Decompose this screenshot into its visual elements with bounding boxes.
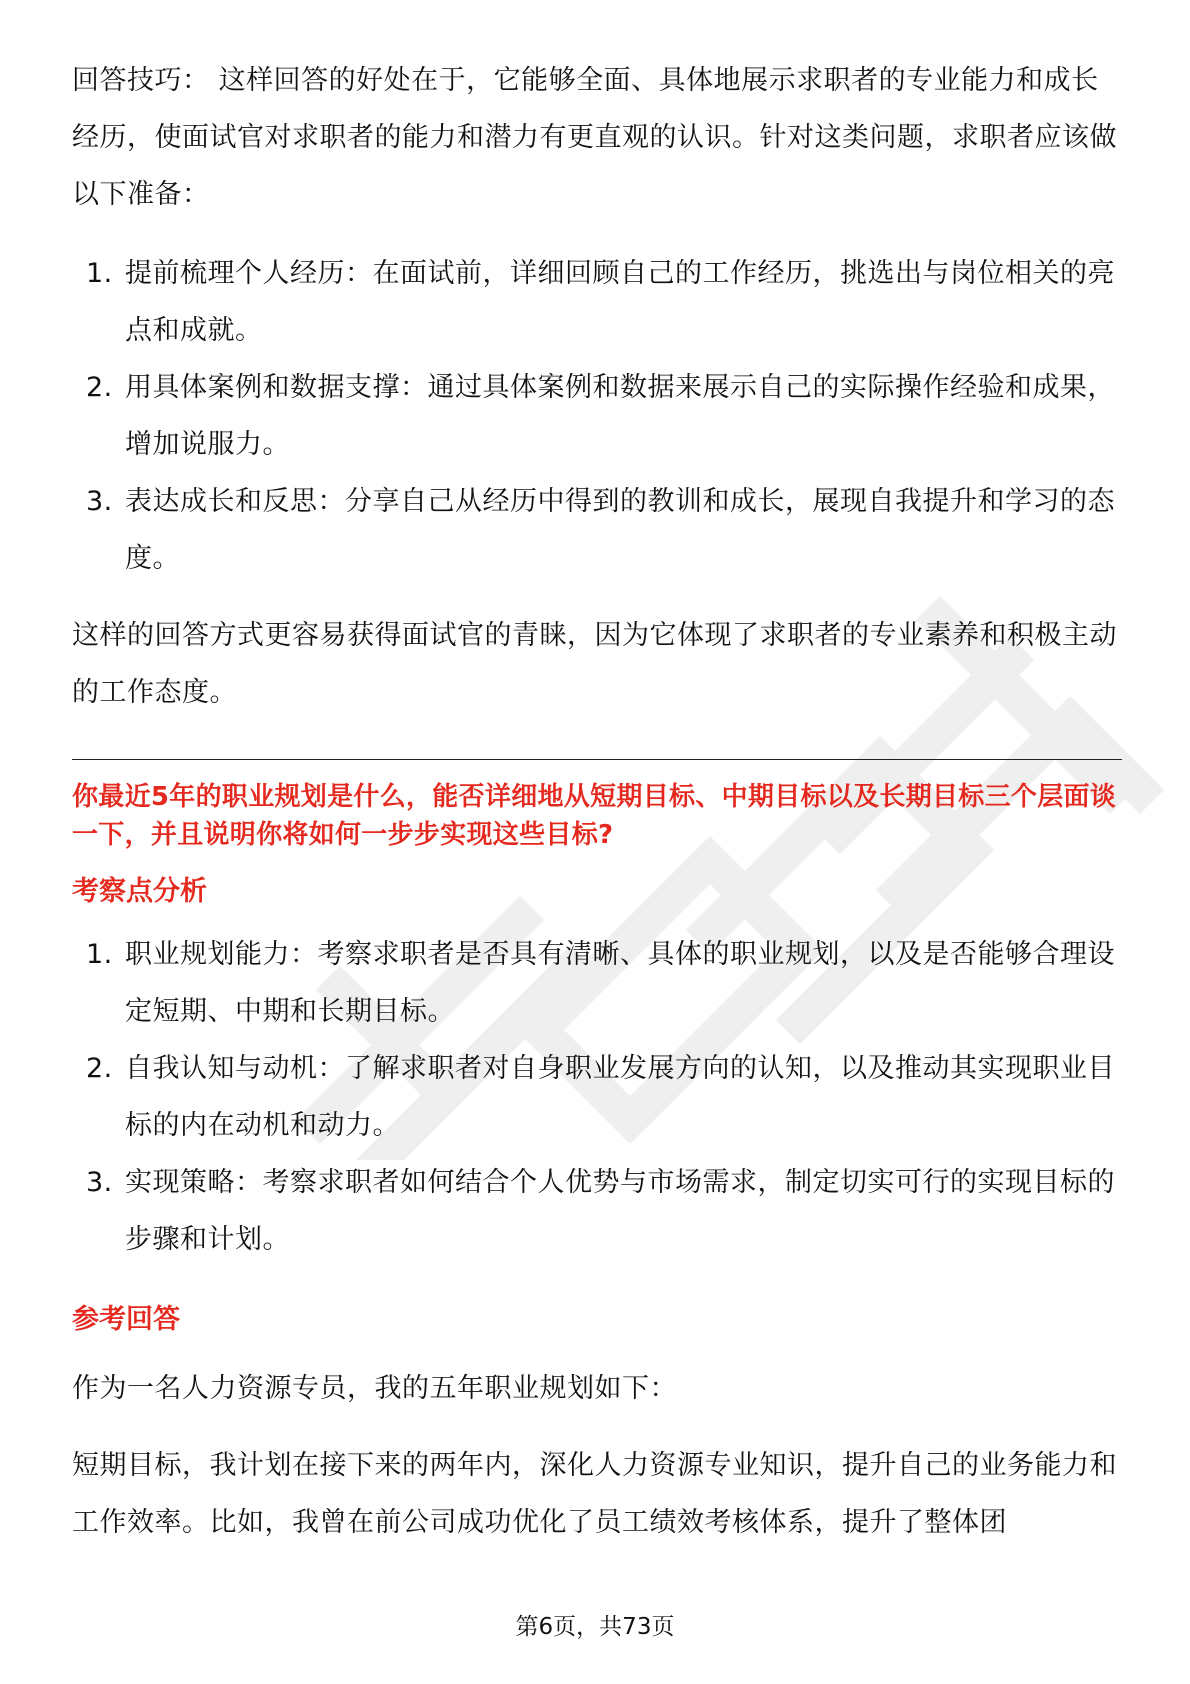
list-number: 1. xyxy=(86,258,113,289)
list-number: 2. xyxy=(86,1053,113,1084)
list-item xyxy=(72,1040,1122,1154)
closing-paragraph: 这样的回答方式更容易获得面试官的青睐，因为它体现了求职者的专业素养和积极主动的工作态度。 xyxy=(72,620,1117,708)
list-number: 3. xyxy=(86,486,113,517)
interview-question: 你最近5年的职业规划是什么，能否详细地从短期目标、中期目标以及长期目标三个层面谈一下，并且说明你将如何一步步实现这些目标? xyxy=(72,782,1117,850)
list-item-text: 用具体案例和数据支撑：通过具体案例和数据来展示自己的实际操作经验和成果，增加说服力。 xyxy=(125,372,1115,460)
list-item-text: 表达成长和反思：分享自己从经历中得到的教训和成长，展现自我提升和学习的态度。 xyxy=(125,486,1115,574)
answer-short-term-paragraph: 短期目标，我计划在接下来的两年内，深化人力资源专业知识，提升自己的业务能力和工作效率。比如，我曾在前公司成功优化了员工绩效考核体系，提升了整体团 xyxy=(72,1450,1117,1538)
list-item-text: 提前梳理个人经历：在面试前，详细回顾自己的工作经历，挑选出与岗位相关的亮点和成就。 xyxy=(125,258,1115,346)
list-item xyxy=(72,1154,1122,1268)
analysis-heading: 考察点分析 xyxy=(72,876,207,907)
list-item xyxy=(72,245,1122,359)
answer-heading: 参考回答 xyxy=(72,1304,180,1335)
list-item xyxy=(72,359,1122,473)
section-divider xyxy=(72,759,1122,760)
list-item-text: 实现策略：考察求职者如何结合个人优势与市场需求，制定切实可行的实现目标的步骤和计划。 xyxy=(125,1167,1115,1255)
list-number: 1. xyxy=(86,939,113,970)
list-number: 2. xyxy=(86,372,113,403)
intro-paragraph: 回答技巧： 这样回答的好处在于，它能够全面、具体地展示求职者的专业能力和成长经历，使面试官对求职者的能力和潜力有更直观的认识。针对这类问题，求职者应该做以下准备： xyxy=(72,65,1117,210)
list-number: 3. xyxy=(86,1167,113,1198)
page-content xyxy=(72,52,1122,1551)
analysis-list xyxy=(72,926,1122,1268)
list-item-text: 职业规划能力：考察求职者是否具有清晰、具体的职业规划，以及是否能够合理设定短期、中期和长期目标。 xyxy=(125,939,1115,1027)
page-footer: 第6页，共73页 xyxy=(515,1614,675,1640)
list-item xyxy=(72,473,1122,587)
prep-list xyxy=(72,245,1122,587)
list-item-text: 自我认知与动机：了解求职者对自身职业发展方向的认知，以及推动其实现职业目标的内在动机和动力。 xyxy=(125,1053,1115,1141)
list-item xyxy=(72,926,1122,1040)
answer-intro-paragraph: 作为一名人力资源专员，我的五年职业规划如下： xyxy=(72,1373,677,1404)
